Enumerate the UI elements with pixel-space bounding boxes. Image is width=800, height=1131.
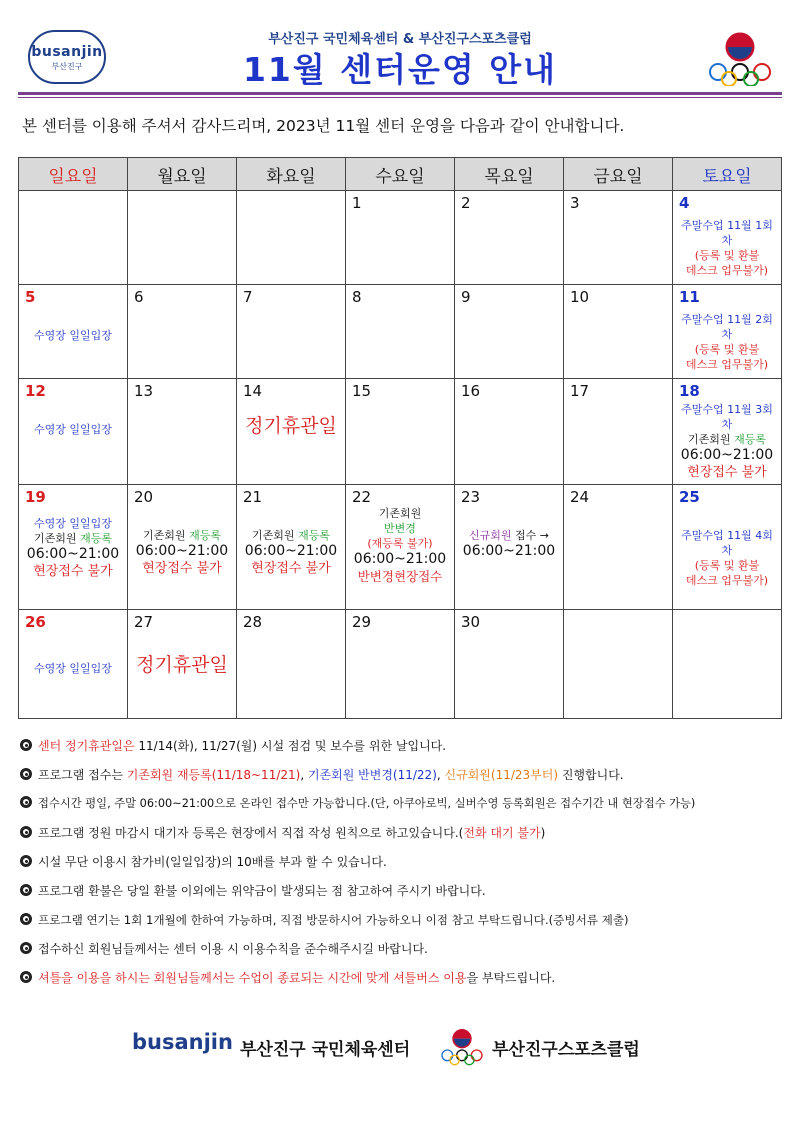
day-cell bbox=[128, 485, 237, 610]
day-cell bbox=[564, 285, 673, 379]
day-cell bbox=[237, 379, 346, 485]
footer-club-name: 부산진구스포츠클럽 bbox=[492, 1040, 640, 1060]
day-number: 26 bbox=[25, 613, 46, 631]
weekend-class-note: 주말수업 11월 2회차 bbox=[681, 313, 773, 341]
day-number: 7 bbox=[243, 288, 253, 306]
bullet-icon bbox=[20, 796, 32, 808]
day-number: 15 bbox=[352, 382, 372, 400]
existing-member-label: 기존회원 bbox=[378, 507, 422, 520]
day-number: 20 bbox=[134, 488, 154, 506]
day-number: 30 bbox=[461, 613, 481, 631]
day-number: 27 bbox=[134, 613, 154, 631]
hours-note: 06:00~21:00 bbox=[680, 447, 774, 463]
calendar-week-5 bbox=[19, 610, 782, 719]
pool-daily-entry-note: 수영장 일일입장 bbox=[34, 662, 112, 675]
day-cell bbox=[564, 485, 673, 610]
notice-text: ) bbox=[540, 826, 546, 840]
day-number: 2 bbox=[461, 194, 471, 212]
day-cell bbox=[128, 285, 237, 379]
weekday-saturday: 토요일 bbox=[673, 158, 782, 191]
day-number: 14 bbox=[243, 382, 263, 400]
no-onsite-note: 현장접수 불가 bbox=[687, 465, 767, 480]
day-cell bbox=[237, 285, 346, 379]
regular-closure-note: 정기휴관일 bbox=[136, 654, 228, 676]
day-number: 21 bbox=[243, 488, 263, 506]
notice-text: 프로그램 접수는 bbox=[38, 768, 127, 782]
weekday-monday: 월요일 bbox=[128, 158, 237, 191]
desk-notice: 데스크 업무불가) bbox=[685, 358, 769, 371]
day-cell bbox=[237, 610, 346, 719]
day-cell bbox=[455, 191, 564, 285]
notice-highlight: 기존회원 반변경(11/22) bbox=[307, 768, 437, 782]
notice-text: 시설 점검 및 보수를 위한 날입니다. bbox=[257, 739, 447, 753]
notice-text: 프로그램 환불은 당일 환불 이외에는 위약금이 발생되는 점 참고하여 주시기 바랍니다. bbox=[38, 884, 486, 898]
page-title: 11월 센터운영 안내 bbox=[242, 50, 558, 89]
weekday-wednesday: 수요일 bbox=[346, 158, 455, 191]
notice-text: 프로그램 연기는 1회 1개월에 한하여 가능하며, 직접 방문하시어 가능하오니 이점 참고 부탁드립니다.(증빙서류 제출) bbox=[38, 913, 629, 927]
footer-center-name: 부산진구 국민체육센터 bbox=[240, 1040, 411, 1060]
day-number: 12 bbox=[25, 382, 46, 400]
notice-text: 시설 무단 이용시 참가비(일일입장)의 10배를 부과 할 수 있습니다. bbox=[38, 855, 387, 869]
notice-item bbox=[20, 736, 790, 765]
no-onsite-note: 현장접수 불가 bbox=[251, 561, 331, 576]
day-number: 17 bbox=[570, 382, 590, 400]
re-registration-note bbox=[243, 528, 339, 543]
weekday-header-row bbox=[19, 158, 782, 191]
hours-note: 06:00~21:00 bbox=[135, 543, 229, 559]
notice-item bbox=[20, 939, 790, 968]
existing-member-label: 기존회원 bbox=[252, 529, 299, 542]
bullet-icon bbox=[20, 826, 32, 838]
hours-note: 06:00~21:00 bbox=[353, 551, 447, 567]
day-cell bbox=[128, 610, 237, 719]
notice-text: , bbox=[300, 768, 308, 782]
desk-notice: 데스크 업무불가) bbox=[685, 264, 769, 277]
new-member-label: 신규회원 bbox=[469, 529, 512, 542]
day-cell bbox=[564, 610, 673, 719]
calendar-week-2 bbox=[19, 285, 782, 379]
footer-brand-logo: busanjin bbox=[132, 1030, 233, 1054]
pool-daily-entry-note: 수영장 일일입장 bbox=[34, 517, 112, 530]
day-number: 29 bbox=[352, 613, 372, 631]
notice-text: , bbox=[436, 768, 445, 782]
day-cell bbox=[19, 285, 128, 379]
notice-item bbox=[20, 910, 790, 939]
re-registration-label: 재등록 bbox=[189, 529, 221, 542]
no-onsite-note: 현장접수 불가 bbox=[33, 564, 113, 579]
re-registration-label: 재등록 bbox=[734, 433, 766, 446]
day-number: 19 bbox=[25, 488, 46, 506]
day-number: 23 bbox=[461, 488, 481, 506]
bullet-icon bbox=[20, 913, 32, 925]
day-cell bbox=[19, 191, 128, 285]
day-cell bbox=[346, 379, 455, 485]
bullet-icon bbox=[20, 971, 32, 983]
desk-notice: (등록 및 환불 bbox=[694, 343, 760, 356]
regular-closure-note: 정기휴관일 bbox=[245, 415, 337, 437]
notice-item bbox=[20, 823, 790, 852]
day-cell bbox=[19, 610, 128, 719]
day-cell bbox=[673, 485, 782, 610]
re-registration-label: 재등록 bbox=[298, 529, 330, 542]
notice-text: 센터 정기휴관일은 bbox=[38, 739, 139, 753]
day-cell bbox=[455, 379, 564, 485]
day-cell bbox=[346, 191, 455, 285]
desk-notice: (등록 및 환불 bbox=[694, 249, 760, 262]
day-cell bbox=[19, 379, 128, 485]
day-number: 16 bbox=[461, 382, 481, 400]
day-number: 13 bbox=[134, 382, 154, 400]
day-cell bbox=[564, 191, 673, 285]
notice-text: 을 부탁드립니다. bbox=[466, 971, 556, 985]
intro-text: 본 센터를 이용해 주셔서 감사드리며, 2023년 11월 센터 운영을 다음과 같이 안내합니다. bbox=[22, 117, 625, 135]
day-cell bbox=[673, 610, 782, 719]
day-number: 18 bbox=[679, 382, 700, 400]
footer-emblem-icon bbox=[440, 1026, 484, 1066]
bullet-icon bbox=[20, 768, 32, 780]
day-cell bbox=[237, 485, 346, 610]
day-cell bbox=[673, 379, 782, 485]
notice-highlight: 11/14(화), 11/27(월) bbox=[138, 739, 258, 753]
bullet-icon bbox=[20, 942, 32, 954]
calendar-week-4 bbox=[19, 485, 782, 610]
notice-highlight: 셔틀을 이용을 하시는 회원님들께서는 수업이 종료되는 시간에 맞게 셔틀버스 이용 bbox=[38, 971, 467, 985]
class-change-onsite-note: 반변경현장접수 bbox=[357, 569, 443, 584]
notice-item bbox=[20, 852, 790, 881]
registration-arrow-label: 접수 → bbox=[511, 529, 549, 542]
bullet-icon bbox=[20, 739, 32, 751]
day-number: 22 bbox=[352, 488, 372, 506]
sports-club-emblem-icon bbox=[707, 30, 773, 86]
day-number: 3 bbox=[570, 194, 580, 212]
no-re-registration-note: (재등록 불가) bbox=[367, 537, 433, 550]
notice-item bbox=[20, 765, 790, 794]
class-change-label: 반변경 bbox=[384, 522, 416, 535]
day-cell bbox=[237, 191, 346, 285]
notice-item bbox=[20, 794, 790, 823]
existing-member-label: 기존회원 bbox=[143, 529, 190, 542]
existing-member-label: 기존회원 bbox=[34, 532, 81, 545]
hours-note: 06:00~21:00 bbox=[462, 543, 556, 559]
logo-sub-text: 부산진구 bbox=[51, 62, 83, 71]
weekend-class-note: 주말수업 11월 3회차 bbox=[681, 403, 773, 431]
day-number: 1 bbox=[352, 194, 362, 212]
header-divider-thin bbox=[18, 97, 782, 98]
header-divider bbox=[18, 92, 782, 95]
notice-item bbox=[20, 968, 790, 997]
day-cell bbox=[673, 285, 782, 379]
day-number: 5 bbox=[25, 288, 36, 306]
notice-highlight: 기존회원 재등록(11/18~11/21) bbox=[126, 768, 301, 782]
notice-text: 접수시간 평일, 주말 06:00~21:00으로 온라인 접수만 가능합니다.(단, 아쿠아로빅, 실버수영 등록회원은 접수기간 내 현장접수 가능) bbox=[38, 797, 696, 810]
day-number: 24 bbox=[570, 488, 590, 506]
day-cell bbox=[455, 610, 564, 719]
notice-item bbox=[20, 881, 790, 910]
existing-member-label: 기존회원 bbox=[688, 433, 735, 446]
page-subtitle: 부산진구 국민체육센터 & 부산진구스포츠클럽 bbox=[268, 32, 532, 47]
weekday-sunday: 일요일 bbox=[19, 158, 128, 191]
day-cell bbox=[455, 485, 564, 610]
weekend-class-note: 주말수업 11월 4회차 bbox=[681, 529, 773, 557]
bullet-icon bbox=[20, 884, 32, 896]
day-number: 6 bbox=[134, 288, 144, 306]
new-member-note bbox=[461, 528, 557, 543]
re-registration-note bbox=[679, 432, 775, 447]
day-number: 28 bbox=[243, 613, 263, 631]
day-cell bbox=[455, 285, 564, 379]
pool-daily-entry-note: 수영장 일일입장 bbox=[34, 329, 112, 342]
calendar-week-1 bbox=[19, 191, 782, 285]
day-number: 4 bbox=[679, 194, 690, 212]
day-number: 9 bbox=[461, 288, 471, 306]
day-number: 11 bbox=[679, 288, 700, 306]
day-number: 10 bbox=[570, 288, 590, 306]
hours-note: 06:00~21:00 bbox=[26, 546, 120, 562]
no-onsite-note: 현장접수 불가 bbox=[142, 561, 222, 576]
november-calendar bbox=[18, 157, 782, 719]
day-cell bbox=[128, 191, 237, 285]
notice-text: 접수하신 회원님들께서는 센터 이용 시 이용수칙을 준수해주시길 바랍니다. bbox=[38, 942, 428, 956]
day-cell bbox=[128, 379, 237, 485]
weekday-tuesday: 화요일 bbox=[237, 158, 346, 191]
weekday-friday: 금요일 bbox=[564, 158, 673, 191]
logo-brand-text: busanjin bbox=[31, 44, 103, 60]
notice-text: 진행합니다. bbox=[558, 768, 624, 782]
weekday-thursday: 목요일 bbox=[455, 158, 564, 191]
bullet-icon bbox=[20, 855, 32, 867]
day-cell bbox=[673, 191, 782, 285]
notice-text: 프로그램 정원 마감시 대기자 등록은 현장에서 직접 작성 원칙으로 하고있습니다.( bbox=[38, 826, 464, 840]
day-number: 25 bbox=[679, 488, 700, 506]
day-cell bbox=[564, 379, 673, 485]
re-registration-note bbox=[134, 528, 230, 543]
pool-daily-entry-note: 수영장 일일입장 bbox=[34, 423, 112, 436]
day-number: 8 bbox=[352, 288, 362, 306]
desk-notice: (등록 및 환불 bbox=[694, 559, 760, 572]
day-cell bbox=[346, 485, 455, 610]
hours-note: 06:00~21:00 bbox=[244, 543, 338, 559]
notice-highlight: 전화 대기 불가 bbox=[463, 826, 541, 840]
re-registration-note bbox=[25, 531, 121, 546]
day-cell bbox=[19, 485, 128, 610]
calendar-week-3 bbox=[19, 379, 782, 485]
day-cell bbox=[346, 610, 455, 719]
notice-list bbox=[20, 736, 790, 997]
day-cell bbox=[346, 285, 455, 379]
re-registration-label: 재등록 bbox=[80, 532, 112, 545]
desk-notice: 데스크 업무불가) bbox=[685, 574, 769, 587]
notice-highlight: 신규회원(11/23부터) bbox=[444, 768, 559, 782]
footer bbox=[0, 1026, 800, 1066]
weekend-class-note: 주말수업 11월 1회차 bbox=[681, 219, 773, 247]
